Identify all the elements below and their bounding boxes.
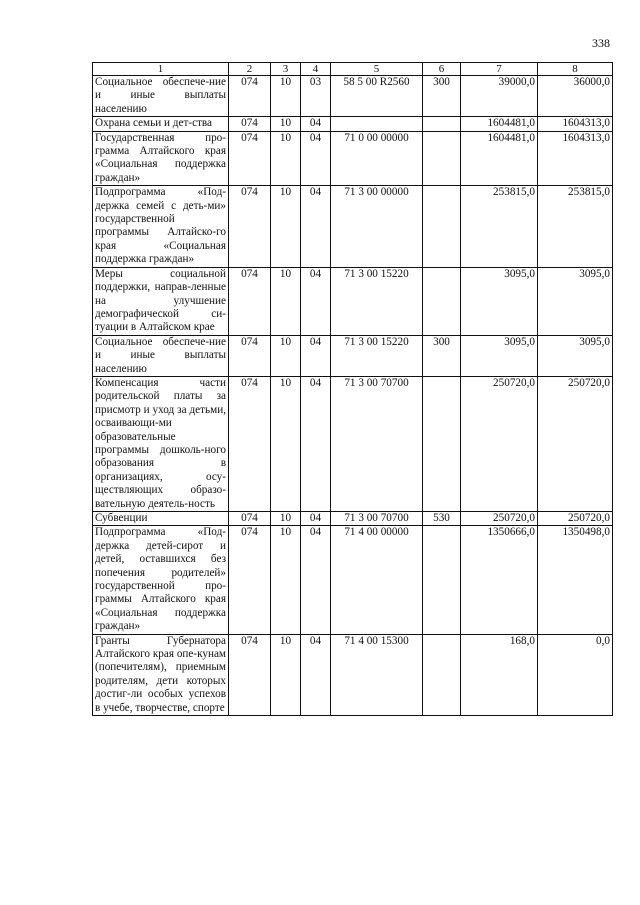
expense-type-cell <box>423 131 461 186</box>
table-row <box>93 526 613 634</box>
table-body <box>93 76 613 716</box>
expense-type-cell <box>423 634 461 715</box>
item-name: Меры социальной поддержки, направ-ленные на улучшение демографической си-туации в Алтайском крае <box>93 267 229 335</box>
header-cell: 8 <box>538 63 613 76</box>
code-cell: 074 <box>229 186 271 267</box>
table-row <box>93 376 613 511</box>
expense-type-cell <box>423 376 461 511</box>
amount-cell-8: 3095,0 <box>538 335 613 376</box>
amount-cell-7: 250720,0 <box>461 512 538 526</box>
section-cell: 10 <box>271 186 301 267</box>
amount-cell-7: 39000,0 <box>461 76 538 117</box>
item-name: Государственная про-грамма Алтайского края «Социальная поддержка граждан» <box>93 131 229 186</box>
amount-cell-8: 36000,0 <box>538 76 613 117</box>
table-row <box>93 131 613 186</box>
item-name: Подпрограмма «Под-держка детей-сирот и детей, оставшихся без попечения родителей» государственной про-граммы Алтайского края «Социальная поддержка граждан» <box>93 526 229 634</box>
item-name: Гранты Губернатора Алтайского края опе-кунам (попечителям), приемным родителям, дети которых достиг-ли особых успехов в учебе, творчестве, спорте <box>93 634 229 715</box>
item-name: Субвенции <box>93 512 229 526</box>
code-cell: 074 <box>229 526 271 634</box>
expense-type-cell: 300 <box>423 335 461 376</box>
subsection-cell: 04 <box>301 634 331 715</box>
expense-type-cell <box>423 267 461 335</box>
target-article-cell: 71 0 00 00000 <box>331 131 423 186</box>
subsection-cell: 04 <box>301 117 331 131</box>
table-row <box>93 512 613 526</box>
section-cell: 10 <box>271 117 301 131</box>
subsection-cell: 04 <box>301 512 331 526</box>
target-article-cell: 71 4 00 15300 <box>331 634 423 715</box>
target-article-cell: 71 3 00 70700 <box>331 512 423 526</box>
amount-cell-8: 1350498,0 <box>538 526 613 634</box>
amount-cell-8: 250720,0 <box>538 512 613 526</box>
header-cell: 7 <box>461 63 538 76</box>
header-cell: 6 <box>423 63 461 76</box>
amount-cell-7: 253815,0 <box>461 186 538 267</box>
amount-cell-7: 1604481,0 <box>461 117 538 131</box>
header-cell: 4 <box>301 63 331 76</box>
section-cell: 10 <box>271 335 301 376</box>
code-cell: 074 <box>229 267 271 335</box>
subsection-cell: 04 <box>301 131 331 186</box>
subsection-cell: 04 <box>301 335 331 376</box>
section-cell: 10 <box>271 634 301 715</box>
amount-cell-7: 1350666,0 <box>461 526 538 634</box>
amount-cell-8: 0,0 <box>538 634 613 715</box>
amount-cell-8: 3095,0 <box>538 267 613 335</box>
code-cell: 074 <box>229 76 271 117</box>
item-name: Охрана семьи и дет-ства <box>93 117 229 131</box>
section-cell: 10 <box>271 76 301 117</box>
table-row <box>93 117 613 131</box>
amount-cell-8: 1604313,0 <box>538 131 613 186</box>
code-cell: 074 <box>229 512 271 526</box>
subsection-cell: 04 <box>301 526 331 634</box>
code-cell: 074 <box>229 634 271 715</box>
header-cell: 5 <box>331 63 423 76</box>
amount-cell-7: 250720,0 <box>461 376 538 511</box>
amount-cell-8: 253815,0 <box>538 186 613 267</box>
target-article-cell: 71 3 00 15220 <box>331 335 423 376</box>
target-article-cell <box>331 117 423 131</box>
code-cell: 074 <box>229 131 271 186</box>
header-cell: 3 <box>271 63 301 76</box>
code-cell: 074 <box>229 376 271 511</box>
subsection-cell: 03 <box>301 76 331 117</box>
item-name: Компенсация части родительской платы за присмотр и уход за детьми, осваивающи-ми образовательные программы дошколь-ного образования в организациях, осу-ществляющих образо-вательную деятель-ность <box>93 376 229 511</box>
amount-cell-7: 168,0 <box>461 634 538 715</box>
section-cell: 10 <box>271 376 301 511</box>
table-row <box>93 76 613 117</box>
section-cell: 10 <box>271 267 301 335</box>
page-number: 338 <box>592 36 610 50</box>
header-cell: 2 <box>229 63 271 76</box>
target-article-cell: 71 3 00 15220 <box>331 267 423 335</box>
expense-type-cell: 300 <box>423 76 461 117</box>
table-row <box>93 335 613 376</box>
section-cell: 10 <box>271 526 301 634</box>
section-cell: 10 <box>271 512 301 526</box>
table-row <box>93 186 613 267</box>
amount-cell-7: 3095,0 <box>461 267 538 335</box>
table-row <box>93 267 613 335</box>
target-article-cell: 71 3 00 70700 <box>331 376 423 511</box>
header-row <box>93 63 613 76</box>
amount-cell-8: 1604313,0 <box>538 117 613 131</box>
subsection-cell: 04 <box>301 376 331 511</box>
item-name: Социальное обеспече-ние и иные выплаты населению <box>93 335 229 376</box>
amount-cell-7: 3095,0 <box>461 335 538 376</box>
section-cell: 10 <box>271 131 301 186</box>
subsection-cell: 04 <box>301 186 331 267</box>
budget-table <box>92 62 613 716</box>
table-row <box>93 634 613 715</box>
code-cell: 074 <box>229 335 271 376</box>
target-article-cell: 71 4 00 00000 <box>331 526 423 634</box>
expense-type-cell <box>423 117 461 131</box>
expense-type-cell <box>423 526 461 634</box>
header-cell: 1 <box>93 63 229 76</box>
amount-cell-7: 1604481,0 <box>461 131 538 186</box>
target-article-cell: 71 3 00 00000 <box>331 186 423 267</box>
expense-type-cell: 530 <box>423 512 461 526</box>
subsection-cell: 04 <box>301 267 331 335</box>
item-name: Социальное обеспече-ние и иные выплаты населению <box>93 76 229 117</box>
item-name: Подпрограмма «Под-держка семей с деть-ми» государственной программы Алтайско-го края «Социальная поддержка граждан» <box>93 186 229 267</box>
amount-cell-8: 250720,0 <box>538 376 613 511</box>
target-article-cell: 58 5 00 R2560 <box>331 76 423 117</box>
expense-type-cell <box>423 186 461 267</box>
code-cell: 074 <box>229 117 271 131</box>
